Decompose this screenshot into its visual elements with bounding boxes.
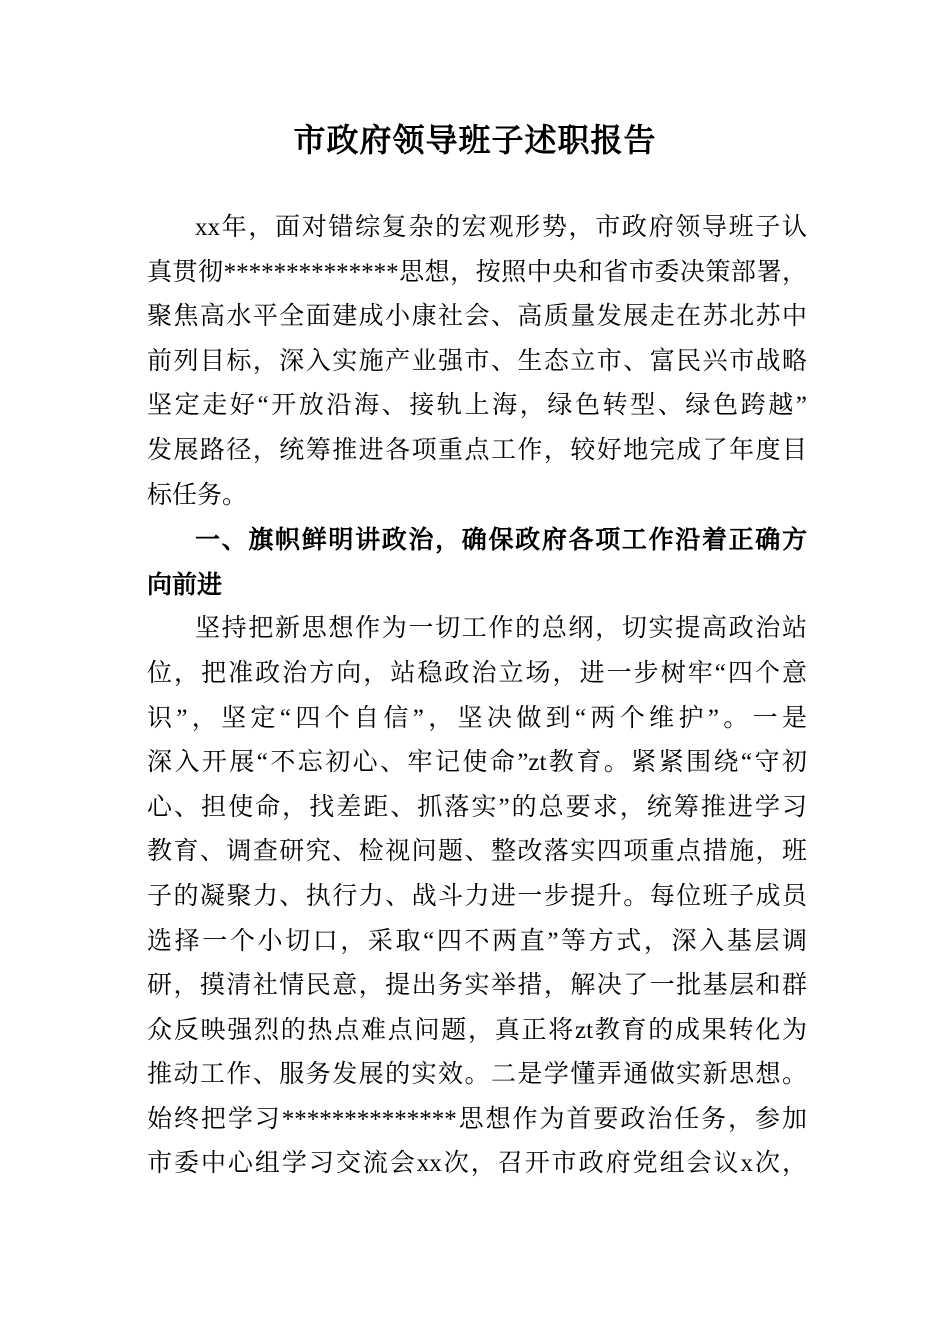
text-line: 教育、调查研究、检视问题、整改落实四项重点措施，班	[147, 838, 807, 866]
body-paragraph	[147, 206, 807, 518]
text-line: xx年，面对错综复杂的宏观形势，市政府领导班子认	[195, 214, 807, 241]
text-line: 市委中心组学习交流会xx次，召开市政府党组会议x次，	[147, 1150, 807, 1178]
text-line: 前列目标，深入实施产业强市、生态立市、富民兴市战略	[147, 347, 807, 375]
body-paragraph	[147, 607, 807, 1187]
text-line: 识”，坚定“四个自信”，坚决做到“两个维护”。一是	[147, 704, 807, 732]
section-heading	[147, 518, 807, 607]
text-line: 众反映强烈的热点难点问题，真正将zt教育的成果转化为	[147, 1016, 807, 1044]
text-line: 深入开展“不忘初心、牢记使命”zt教育。紧紧围绕“守初	[147, 749, 807, 777]
text-line: 真贯彻**************思想，按照中央和省市委决策部署，	[147, 258, 807, 286]
text-line: 坚定走好“开放沿海、接轨上海，绿色转型、绿色跨越”	[147, 392, 807, 420]
text-line: 位，把准政治方向，站稳政治立场，进一步树牢“四个意	[147, 659, 807, 687]
text-line: 始终把学习**************思想作为首要政治任务，参加	[147, 1105, 807, 1133]
document-title: 市政府领导班子述职报告	[293, 121, 657, 159]
text-line: 推动工作、服务发展的实效。二是学懂弄通做实新思想。	[147, 1061, 807, 1089]
text-line: 研，摸清社情民意，提出务实举措，解决了一批基层和群	[147, 972, 807, 1000]
text-line: 向前进	[147, 569, 223, 599]
text-line: 心、担使命，找差距、抓落实”的总要求，统筹推进学习	[147, 793, 807, 821]
text-line: 坚持把新思想作为一切工作的总纲，切实提高政治站	[195, 615, 807, 643]
text-line: 聚焦高水平全面建成小康社会、高质量发展走在苏北苏中	[147, 303, 807, 331]
text-line: 发展路径，统筹推进各项重点工作，较好地完成了年度目	[147, 436, 807, 464]
text-line: 子的凝聚力、执行力、战斗力进一步提升。每位班子成员	[147, 882, 807, 910]
document-body	[147, 206, 807, 1187]
text-line: 标任务。	[147, 481, 248, 509]
text-line: 选择一个小切口，采取“四不两直”等方式，深入基层调	[147, 927, 807, 955]
text-line: 一、旗帜鲜明讲政治，确保政府各项工作沿着正确方	[195, 525, 807, 555]
